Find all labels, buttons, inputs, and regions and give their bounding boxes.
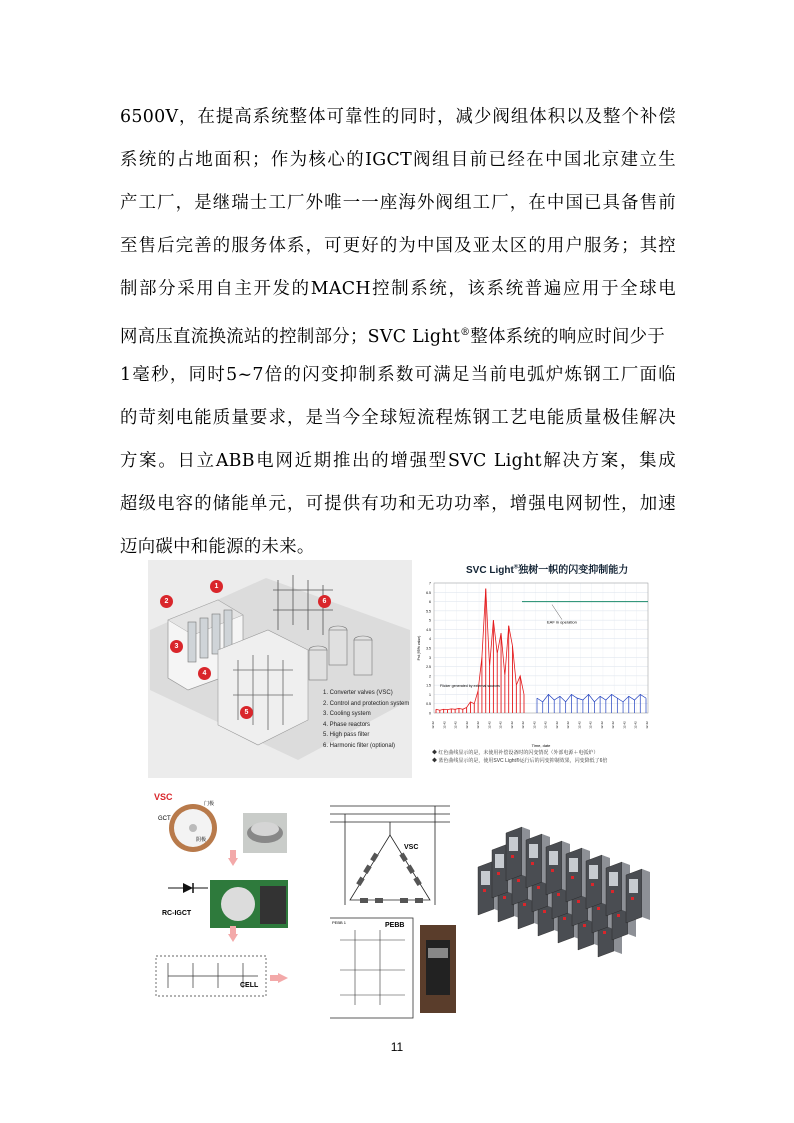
plant-layout-figure [148,560,412,778]
cabinet-panel [481,871,490,885]
x-tick-label: 12:42 [633,721,638,729]
x-tick-label: 12:42 [645,721,649,729]
paragraph-line: 1毫秒，同时5~7倍的闪变抑制系数可满足当前电弧炉炼钢工厂面临 [120,365,676,385]
cabinet-panel [529,844,538,858]
cabinet-indicator [591,883,594,886]
annotation-arrow [552,605,562,620]
cabinet-indicator [583,924,586,927]
y-tick-label: 0 [429,711,431,716]
valve-cabinet [546,841,562,895]
y-tick-label: 3.5 [426,646,431,651]
legend-item: 4. Phase reactors [323,721,371,728]
paragraph-line: 产工厂，是继瑞士工厂外唯一一座海外阀组工厂，在中国已具备售前 [120,193,676,213]
badge-4: 4 [198,667,211,680]
cabinet-panel [589,865,598,879]
paragraph-line: 迈向碳中和能源的未来。 [120,537,315,557]
cabinet-indicator [563,917,566,920]
cabinet-panel [569,858,578,872]
y-tick-label: 1.5 [426,683,431,688]
y-tick-label: 6.5 [426,590,431,595]
valve-cabinet [566,848,582,902]
flicker-chart [412,573,652,773]
vsc-title: VSC [154,792,173,802]
cabinet-panel [495,854,504,868]
triangle-schematic [330,800,465,1020]
valve-cabinets-figure [470,822,655,960]
series-blue-line [537,694,646,701]
valve-cabinets [470,822,655,960]
legend-item: 3. Cooling system [323,711,371,717]
x-tick-label: 12:42 [611,721,616,729]
paragraph-line: 的苛刻电能质量要求，是当今全球短流程炼钢工艺电能质量极佳解决 [120,408,676,428]
paragraph-line: 超级电容的储能单元，可提供有功和无功功率，增强电网韧性，加速 [120,494,676,514]
gct-label: GCT [158,816,171,822]
cathode-label: 阴极 [196,837,207,843]
x-tick-label: 12:42 [599,721,604,729]
flicker-chart-figure [412,555,652,773]
pebb-small-label: PEBB 1 [332,920,347,925]
y-tick-label: 6 [429,600,431,605]
legend-item: 6. Harmonic filter (optional) [323,742,396,749]
x-tick-label: 12:42 [554,721,559,729]
y-tick-label: 4.5 [426,627,431,632]
y-tick-label: 5.5 [426,609,431,614]
gate-label: 门极 [204,801,215,807]
x-tick-label: 12:42 [487,721,492,729]
valve-cabinet-side [642,869,650,920]
y-tick-label: 2 [429,674,431,679]
cabinet-indicator [611,890,614,893]
chart-note: ◆ 蓝色曲线显示的是，使用SVC Light®运行后的闪变抑制效果，闪变降低了6倍 [432,758,608,764]
x-tick-label: 12:42 [622,721,627,729]
cabinet-indicator [603,931,606,934]
y-tick-label: 1 [429,692,431,697]
y-axis-label: Pst (95% value) [417,635,421,661]
x-tick-label: 12:42 [566,721,571,729]
x-tick-label: 12:42 [543,721,548,729]
x-tick-label: 12:42 [476,721,481,729]
cabinet-indicator [511,855,514,858]
paragraph-line: 方案。日立ABB电网近期推出的增强型SVC Light解决方案，集成 [120,451,676,471]
cabinet-panel [549,851,558,865]
y-tick-label: 4 [429,637,431,642]
cabinet-indicator [551,869,554,872]
x-axis-label: Time, date [531,743,551,748]
cabinet-indicator [537,886,540,889]
x-tick-label: 12:42 [442,721,447,729]
y-tick-label: 7 [429,581,431,586]
paragraph-line-head: 网高压直流换流站的控制部分；SVC Light [120,326,461,347]
paragraph-line: 系统的占地面积；作为核心的IGCT阀组目前已经在中国北京建立生 [120,150,676,170]
body-paragraph [120,96,676,569]
badge-5: 5 [240,706,253,719]
x-tick-label: 12:42 [431,721,435,729]
x-tick-label: 12:42 [588,721,593,729]
chart-title: SVC Light®独树一帜的闪变抑制能力 [466,564,629,576]
x-tick-label: 12:42 [453,721,458,729]
badge-2: 2 [160,595,173,608]
cabinet-indicator [617,914,620,917]
paragraph-line: 制部分采用自主开发的MACH控制系统，该系统普遍应用于全球电 [120,279,676,299]
x-tick-label: 12:42 [532,721,537,729]
badge-1: 1 [210,580,223,593]
cabinet-panel [629,879,638,893]
valve-cabinet [526,834,542,888]
valve-cabinet [606,862,622,916]
plant-legend [323,688,409,751]
paragraph-line-tail: 整体系统的响应时间少于 [470,326,666,347]
cabinet-panel [609,872,618,886]
valve-cabinet [478,861,494,915]
cabinet-indicator [631,897,634,900]
triangle-vsc-label: VSC [404,844,419,851]
cabinet-indicator [503,896,506,899]
valve-cabinet [626,869,642,923]
paragraph-line: 6500V，在提高系统整体可靠性的同时，减少阀组体积以及整个补偿 [120,107,676,127]
valve-cabinet [492,844,508,898]
annotation-eaf: EAF in operation [547,619,577,625]
paragraph-line [120,311,676,354]
chart-note: ◆ 红色曲线显示的是，未使用补偿设备时的闪变情况（外部电源＋电弧炉） [432,750,599,756]
legend-item: 5. High pass filter [323,732,370,738]
cabinet-indicator [597,907,600,910]
x-tick-label: 12:42 [464,721,469,729]
cabinet-indicator [531,862,534,865]
vsc-triangle-figure [330,800,465,1020]
registered-mark: ® [460,327,471,338]
annotation-flicker: Flicker generated by external sources [440,684,500,688]
vsc-cell-figure [148,788,308,1016]
badge-3: 3 [170,640,183,653]
cabinet-indicator [483,889,486,892]
series-red-line [436,589,524,711]
rcigct-label: RC-IGCT [162,910,192,917]
y-tick-label: 5 [429,618,431,623]
cabinet-indicator [523,903,526,906]
x-tick-label: 12:42 [577,721,582,729]
vsc-schematic [148,788,308,1016]
y-tick-label: 0.5 [426,702,431,707]
cabinet-indicator [517,879,520,882]
legend-item: 2. Control and protection system [323,700,410,707]
cabinet-panel [509,837,518,851]
page-number: 11 [390,1040,404,1054]
cabinet-indicator [497,872,500,875]
pebb-label: PEBB [385,922,405,929]
y-tick-label: 3 [429,655,431,660]
cabinet-indicator [543,910,546,913]
cell-label: CELL [240,982,259,989]
valve-cabinet [586,855,602,909]
cabinet-indicator [571,876,574,879]
x-tick-label: 12:42 [509,721,514,729]
y-tick-label: 2.5 [426,665,431,670]
cabinet-indicator [577,900,580,903]
badge-6: 6 [318,595,331,608]
valve-cabinet [506,827,522,881]
paragraph-line: 至售后完善的服务体系，可更好的为中国及亚太区的用户服务；其控 [120,236,676,256]
x-tick-label: 12:42 [521,721,526,729]
x-tick-label: 12:42 [498,721,503,729]
cabinet-indicator [557,893,560,896]
legend-item: 1. Converter valves (VSC) [323,690,393,696]
